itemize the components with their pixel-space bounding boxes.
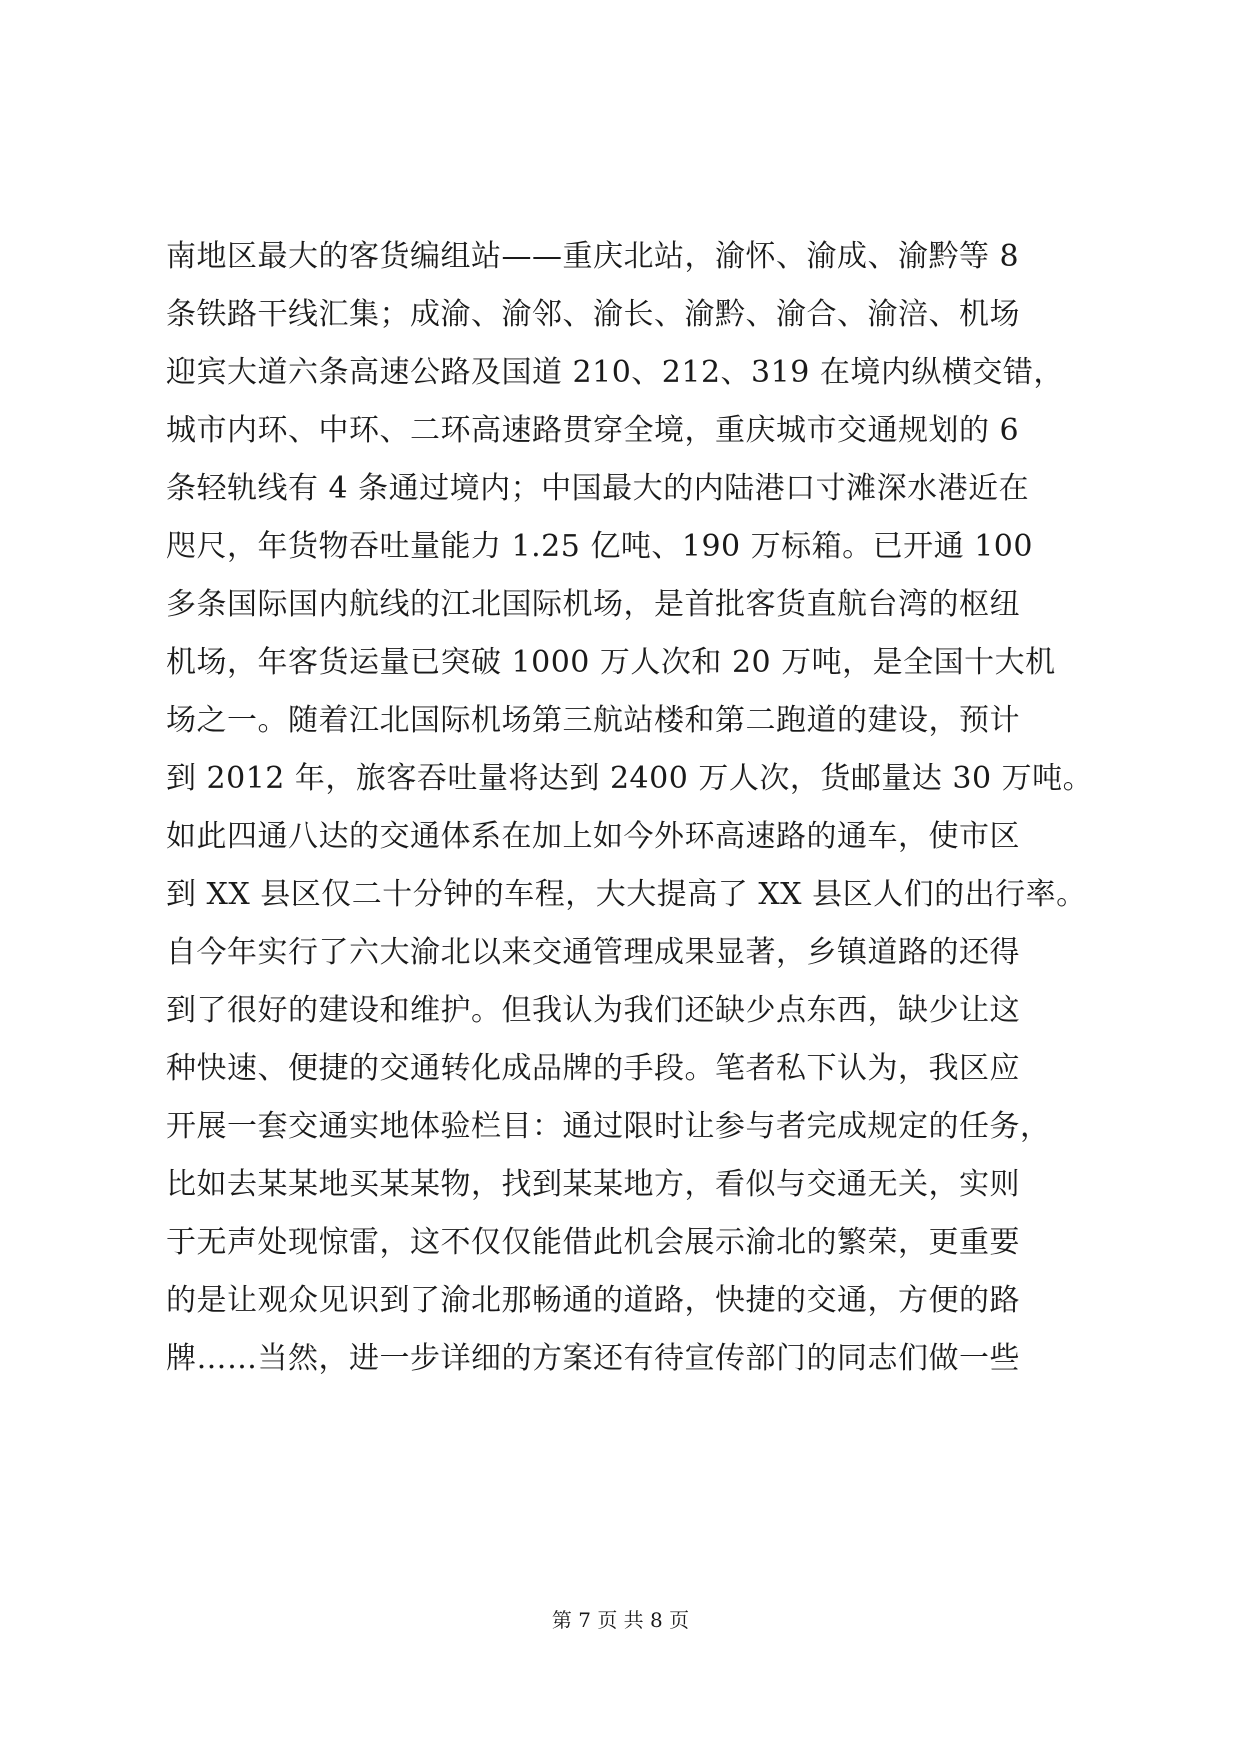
text-line: 多条国际国内航线的江北国际机场，是首批客货直航台湾的枢纽 (166, 587, 1020, 622)
text-line: 种快速、便捷的交通转化成品牌的手段。笔者私下认为，我区应 (166, 1051, 1020, 1086)
text-line: 到了很好的建设和维护。但我认为我们还缺少点东西，缺少让这 (166, 993, 1020, 1028)
text-line: 牌……当然，进一步详细的方案还有待宣传部门的同志们做一些 (166, 1341, 1020, 1376)
text-line: 的是让观众见识到了渝北那畅通的道路，快捷的交通，方便的路 (166, 1283, 1020, 1318)
body-paragraph (166, 228, 1094, 1388)
text-line: 机场，年客货运量已突破 1000 万人次和 20 万吨，是全国十大机 (166, 645, 1056, 680)
text-line: 条轻轨线有 4 条通过境内；中国最大的内陆港口寸滩深水港近在 (166, 471, 1030, 506)
text-line: 场之一。随着江北国际机场第三航站楼和第二跑道的建设，预计 (166, 703, 1020, 738)
text-line: 迎宾大道六条高速公路及国道 210、212、319 在境内纵横交错， (166, 355, 1064, 390)
text-line: 咫尺，年货物吞吐量能力 1.25 亿吨、190 万标箱。已开通 100 (166, 529, 1033, 564)
text-line: 到 2012 年，旅客吞吐量将达到 2400 万人次，货邮量达 30 万吨。 (166, 761, 1094, 796)
text-line: 开展一套交通实地体验栏目：通过限时让参与者完成规定的任务， (166, 1109, 1051, 1144)
text-line: 城市内环、中环、二环高速路贯穿全境，重庆城市交通规划的 6 (166, 413, 1020, 448)
text-line: 比如去某某地买某某物，找到某某地方，看似与交通无关，实则 (166, 1167, 1020, 1202)
text-line: 如此四通八达的交通体系在加上如今外环高速路的通车，使市区 (166, 819, 1020, 854)
text-line: 于无声处现惊雷，这不仅仅能借此机会展示渝北的繁荣，更重要 (166, 1225, 1020, 1260)
page-number-footer: 第 7 页 共 8 页 (551, 1608, 690, 1632)
text-line: 南地区最大的客货编组站——重庆北站，渝怀、渝成、渝黔等 8 (166, 239, 1020, 274)
text-line: 到 XX 县区仅二十分钟的车程，大大提高了 XX 县区人们的出行率。 (166, 877, 1087, 912)
text-line: 自今年实行了六大渝北以来交通管理成果显著，乡镇道路的还得 (166, 935, 1020, 970)
text-line: 条铁路干线汇集；成渝、渝邻、渝长、渝黔、渝合、渝涪、机场 (166, 297, 1020, 332)
